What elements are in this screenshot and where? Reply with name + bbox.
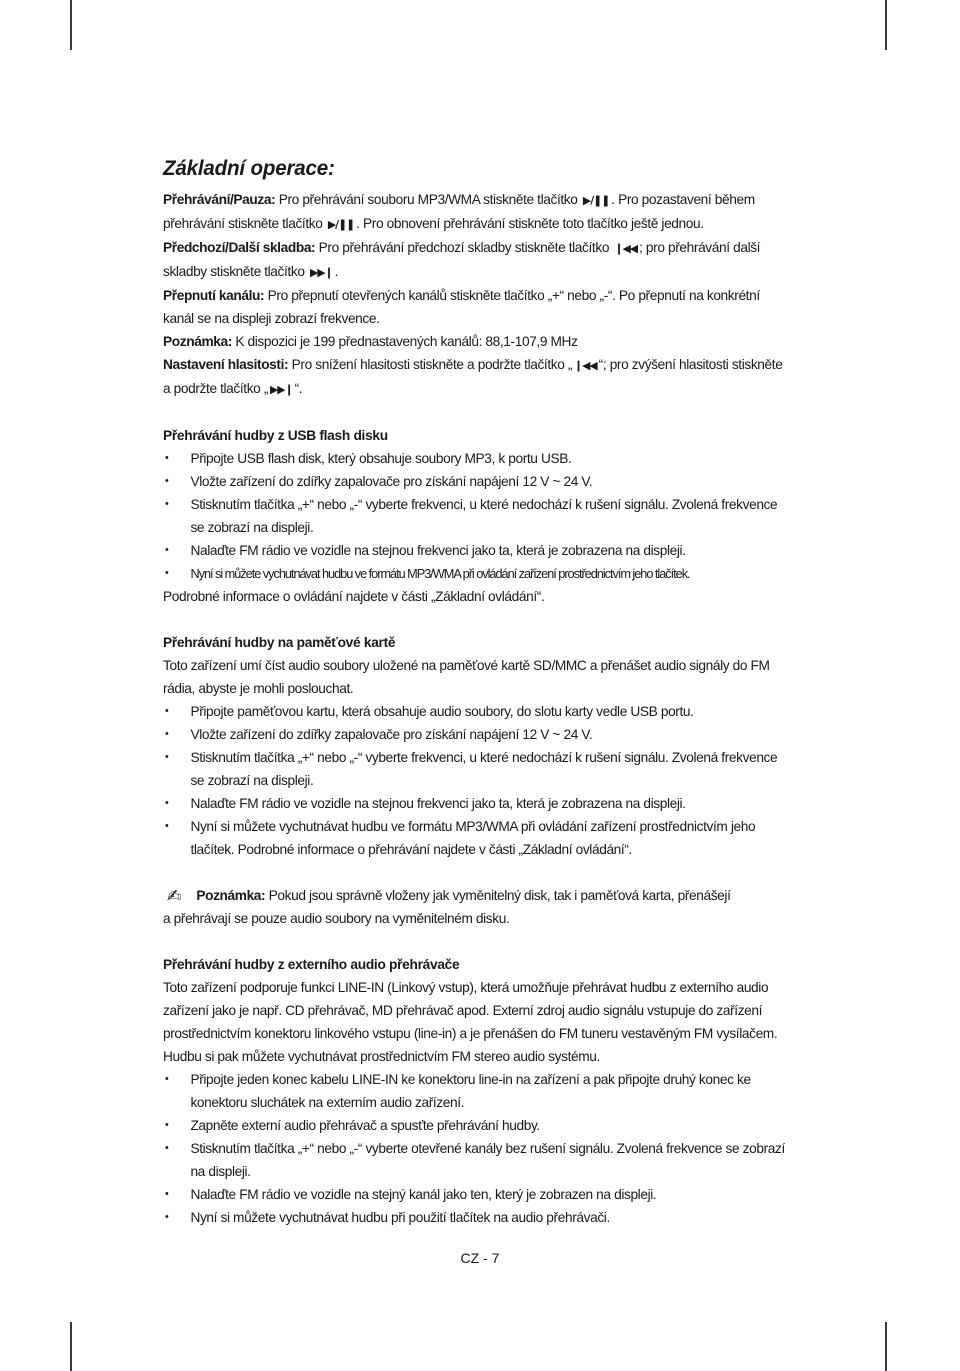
usb-after-text: Podrobné informace o ovládání najdete v části „Základní ovládání“.	[163, 588, 545, 604]
manual-page	[163, 155, 790, 1229]
list-item	[163, 562, 790, 585]
list-item: • Nyní si můžete vychutnávat hudbu při použití tlačítek na audio přehrávači.	[163, 1206, 790, 1229]
card-heading: Přehrávání hudby na paměťové kartě	[163, 634, 396, 650]
play-pause-text-3: . Pro obnovení přehrávání stiskněte toto tlačítko ještě jednou.	[356, 215, 704, 231]
storage-note	[163, 884, 790, 930]
external-steps-list	[163, 1068, 790, 1229]
usb-steps-list	[163, 447, 790, 585]
play-pause-icon: ▶/❚❚	[582, 194, 610, 207]
volume-text-3: “.	[294, 380, 303, 396]
play-pause-icon: ▶/❚❚	[327, 218, 355, 231]
crop-mark-top-right	[885, 0, 887, 50]
volume-text: Pro snížení hlasitosti stiskněte a podržte tlačítko „	[288, 356, 573, 372]
pencil-icon: ✍	[166, 886, 182, 907]
storage-note-text: Pokud jsou správně vloženy jak vyměnitelný disk, tak i paměťová karta, přenášejí	[265, 887, 731, 903]
next-track-icon: ▶▶❙	[309, 266, 333, 279]
list-item: • Stisknutím tlačítka „+“ nebo „-“ vyberte frekvenci, u které nedochází k rušení signálu. Zvolená frekvence se zobrazí na displeji.	[163, 493, 790, 539]
list-item: • Připojte USB flash disk, který obsahuje soubory MP3, k portu USB.	[163, 447, 790, 470]
next-track-icon: ▶▶❙	[269, 383, 293, 396]
list-item: • Připojte paměťovou kartu, která obsahuje audio soubory, do slotu karty vedle USB portu.	[163, 700, 790, 723]
storage-note-text-2: a přehrávají se pouze audio soubory na vyměnitelném disku.	[163, 910, 510, 926]
note-paragraph	[163, 330, 790, 353]
play-pause-label: Přehrávání/Pauza:	[163, 191, 276, 207]
previous-track-icon: ❙◀◀	[574, 359, 597, 372]
storage-note-label: Poznámka:	[196, 887, 266, 903]
prev-next-text: Pro přehrávání předchozí skladby stiskněte tlačítko	[315, 239, 613, 255]
list-item: • Připojte jeden konec kabelu LINE-IN ke konektoru line-in na zařízení a pak připojte druhý konec ke konektoru sluchátek na externím audio zařízení.	[163, 1068, 790, 1114]
card-intro: Toto zařízení umí číst audio soubory uložené na paměťové kartě SD/MMC a přenášet audio signály do FM rádia, abyste je mohli poslouchat.	[163, 657, 770, 696]
volume-label: Nastavení hlasitosti:	[163, 356, 289, 372]
prev-next-paragraph	[163, 236, 790, 284]
channel-paragraph	[163, 284, 790, 330]
note-label: Poznámka:	[163, 333, 232, 349]
usb-heading: Přehrávání hudby z USB flash disku	[163, 427, 388, 443]
note-text: K dispozici je 199 přednastavených kanálů: 88,1-107,9 MHz	[231, 333, 578, 349]
previous-track-icon: ❙◀◀	[614, 242, 638, 255]
play-pause-text-2: . Pro pozastavení během přehrávání stiskněte tlačítko	[163, 191, 755, 231]
page-number: CZ - 7	[460, 1250, 500, 1266]
crop-mark-bottom-right	[885, 1322, 887, 1371]
list-item: • Nyní si můžete vychutnávat hudbu ve formátu MP3/WMA při ovládání zařízení prostřednictvím jeho tlačítek. Podrobné informace o přehrávání najdete v části „Základní ovládání“.	[163, 815, 790, 861]
list-item: • Vložte zařízení do zdířky zapalovače pro získání napájení 12 V ~ 24 V.	[163, 470, 790, 493]
list-item: • Nalaďte FM rádio ve vozidle na stejnou frekvenci jako ta, která je zobrazena na displeji.	[163, 792, 790, 815]
play-pause-paragraph	[163, 188, 790, 236]
crop-mark-bottom-left	[70, 1322, 72, 1371]
page-title: Základní operace:	[163, 157, 335, 180]
channel-text: Pro přepnutí otevřených kanálů stiskněte tlačítko „+“ nebo „-“. Po přepnutí na konkrétní kanál se na displeji zobrazí frekvence.	[163, 287, 760, 326]
list-item: • Vložte zařízení do zdířky zapalovače pro získání napájení 12 V ~ 24 V.	[163, 723, 790, 746]
external-heading: Přehrávání hudby z externího audio přehrávače	[163, 956, 460, 972]
external-intro: Toto zařízení podporuje funkci LINE-IN (Linkový vstup), která umožňuje přehrávat hudbu z externího audio zařízení jako je např. CD přehrávač, MD přehrávač apod. Externí zdroj audio signálu vstupuje do zařízení prostřednictvím konektoru linkového vstupu (line-in) a je přenášen do FM tuneru vestavěným FM vysílačem. Hudbu si pak můžete vychutnávat prostřednictvím FM stereo audio systému.	[163, 979, 778, 1064]
list-item: • Nalaďte FM rádio ve vozidle na stejnou frekvenci jako ta, která je zobrazena na displeji.	[163, 539, 790, 562]
prev-next-label: Předchozí/Další skladba:	[163, 239, 316, 255]
volume-text-2: “; pro zvýšení hlasitosti stiskněte a podržte tlačítko „	[163, 356, 783, 396]
play-pause-text: Pro přehrávání souboru MP3/WMA stiskněte tlačítko	[275, 191, 581, 207]
list-item: • Stisknutím tlačítka „+“ nebo „-“ vyberte otevřené kanály bez rušení signálu. Zvolená frekvence se zobrazí na displeji.	[163, 1137, 790, 1183]
list-item: • Zapněte externí audio přehrávač a spusťte přehrávání hudby.	[163, 1114, 790, 1137]
crop-mark-top-left	[70, 0, 72, 50]
list-item-text: Nyní si můžete vychutnávat hudbu ve formátu MP3/WMA při ovládání zařízení prostřednictvím jeho tlačítek.	[190, 566, 690, 581]
list-item: • Stisknutím tlačítka „+“ nebo „-“ vyberte frekvenci, u které nedochází k rušení signálu. Zvolená frekvence se zobrazí na displeji.	[163, 746, 790, 792]
card-steps-list	[163, 700, 790, 861]
prev-next-text-2: ; pro přehrávání další skladby stiskněte tlačítko	[163, 239, 761, 279]
prev-next-text-3: .	[334, 263, 339, 279]
list-item: • Nalaďte FM rádio ve vozidle na stejný kanál jako ten, který je zobrazen na displeji.	[163, 1183, 790, 1206]
channel-label: Přepnutí kanálu:	[163, 287, 265, 303]
volume-paragraph	[163, 353, 790, 401]
